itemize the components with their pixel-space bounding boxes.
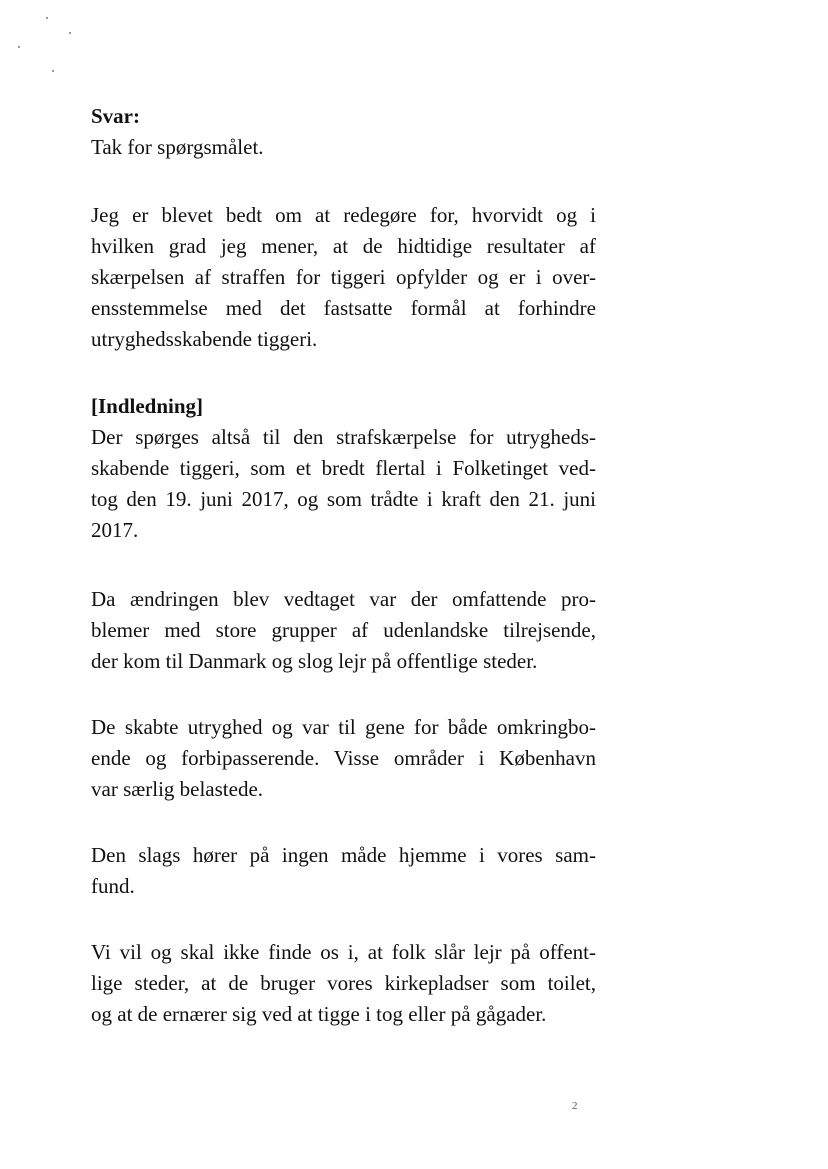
answer-section	[91, 101, 596, 163]
paragraph-line: skabende tiggeri, som et bredt flertal i Folketinget ved-	[91, 456, 596, 480]
paragraph-line: De skabte utryghed og var til gene for både omkringbo-	[91, 715, 596, 739]
paragraph-line: ende og forbipasserende. Visse områder i København	[91, 746, 596, 770]
paragraph-line: hvilken grad jeg mener, at de hidtidige resultater af	[91, 234, 596, 258]
paragraph-line: var særlig belastede.	[91, 777, 264, 801]
paragraph-line: der kom til Danmark og slog lejr på offentlige steder.	[91, 649, 538, 673]
scan-speck	[52, 70, 54, 72]
paragraph-line: utryghedsskabende tiggeri.	[91, 327, 318, 351]
section-heading: [Indledning]	[91, 394, 204, 418]
paragraph-line: Da ændringen blev vedtaget var der omfattende pro-	[91, 587, 596, 611]
paragraph-line: Jeg er blevet bedt om at redegøre for, hvorvidt og i	[91, 203, 596, 227]
paragraph-line: skærpelsen af straffen for tiggeri opfylder og er i over-	[91, 265, 596, 289]
paragraph-insecurity	[91, 712, 596, 805]
paragraph-line: Vi vil og skal ikke finde os i, at folk slår lejr på offent-	[91, 940, 596, 964]
answer-heading: Svar:	[91, 104, 140, 128]
section-introduction	[91, 391, 596, 546]
paragraph-line: Den slags hører på ingen måde hjemme i vores sam-	[91, 843, 596, 867]
paragraph-line: og at de ernærer sig ved at tigge i tog eller på gågader.	[91, 1002, 547, 1026]
scan-speck	[18, 46, 20, 48]
paragraph-line: blemer med store grupper af udenlandske tilrejsende,	[91, 618, 596, 642]
paragraph-line: 2017.	[91, 518, 139, 542]
scan-speck	[69, 32, 71, 34]
answer-intro: Tak for spørgsmålet.	[91, 135, 264, 159]
paragraph-society	[91, 840, 596, 902]
paragraph-refusal	[91, 937, 596, 1030]
paragraph-problems	[91, 584, 596, 677]
paragraph-line: lige steder, at de bruger vores kirkepladser som toilet,	[91, 971, 596, 995]
paragraph-line: fund.	[91, 874, 135, 898]
paragraph-line: tog den 19. juni 2017, og som trådte i kraft den 21. juni	[91, 487, 596, 511]
page-number: 2	[572, 1100, 578, 1112]
scan-speck	[46, 17, 48, 19]
paragraph-line: ensstemmelse med det fastsatte formål at forhindre	[91, 296, 596, 320]
paragraph-request	[91, 200, 596, 355]
paragraph-line: Der spørges altså til den strafskærpelse for utrygheds-	[91, 425, 596, 449]
